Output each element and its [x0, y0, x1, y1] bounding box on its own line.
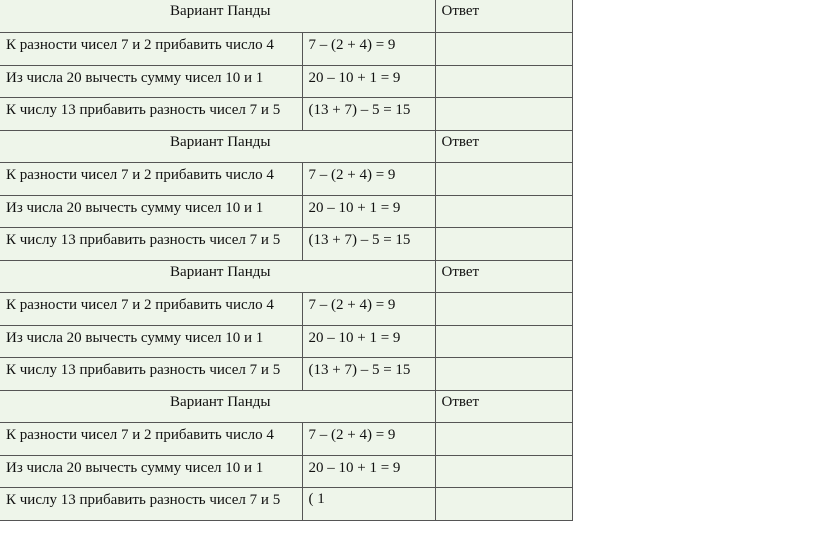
- table-row: [0, 228, 572, 261]
- expression-cell: 7 – (2 + 4) = 9: [302, 423, 435, 456]
- answer-cell[interactable]: [435, 98, 572, 131]
- table-row: [0, 358, 572, 391]
- answer-cell[interactable]: [435, 455, 572, 488]
- answer-header-cell: Ответ: [435, 0, 572, 33]
- answer-cell[interactable]: [435, 325, 572, 358]
- answer-cell[interactable]: [435, 195, 572, 228]
- expression-cell: 7 – (2 + 4) = 9: [302, 293, 435, 326]
- task-cell: К разности чисел 7 и 2 прибавить число 4: [0, 163, 302, 196]
- table-header-row: [0, 130, 572, 163]
- table-row: [0, 195, 572, 228]
- answer-cell[interactable]: [435, 423, 572, 456]
- table-row: [0, 65, 572, 98]
- variant-header-cell: Вариант Панды: [0, 130, 435, 163]
- task-cell: К числу 13 прибавить разность чисел 7 и 5: [0, 358, 302, 391]
- table-header-row: [0, 0, 572, 33]
- expression-cell: 20 – 10 + 1 = 9: [302, 455, 435, 488]
- answer-header-cell: Ответ: [435, 130, 572, 163]
- task-cell: Из числа 20 вычесть сумму чисел 10 и 1: [0, 195, 302, 228]
- expression-cell: 20 – 10 + 1 = 9: [302, 325, 435, 358]
- expression-cell: (13 + 7) – 5 = 15: [302, 98, 435, 131]
- table-row: [0, 33, 572, 66]
- answer-header-cell: Ответ: [435, 390, 572, 423]
- expression-cell: 7 – (2 + 4) = 9: [302, 163, 435, 196]
- table-row: [0, 98, 572, 131]
- answer-cell[interactable]: [435, 163, 572, 196]
- expression-cell: 20 – 10 + 1 = 9: [302, 65, 435, 98]
- expression-cell: (13 + 7) – 5 = 15: [302, 228, 435, 261]
- task-cell: К числу 13 прибавить разность чисел 7 и 5: [0, 228, 302, 261]
- table-row: [0, 423, 572, 456]
- expression-cell: (13 + 7) – 5 = 15: [302, 358, 435, 391]
- variant-header-cell: Вариант Панды: [0, 390, 435, 423]
- answer-cell[interactable]: [435, 33, 572, 66]
- table-row: [0, 293, 572, 326]
- expression-cell: 20 – 10 + 1 = 9: [302, 195, 435, 228]
- table-header-row: [0, 390, 572, 423]
- table-row: [0, 488, 572, 521]
- answer-cell[interactable]: [435, 488, 572, 521]
- answer-header-cell: Ответ: [435, 260, 572, 293]
- task-cell: К разности чисел 7 и 2 прибавить число 4: [0, 293, 302, 326]
- task-cell: Из числа 20 вычесть сумму чисел 10 и 1: [0, 325, 302, 358]
- table-row: [0, 325, 572, 358]
- answer-cell[interactable]: [435, 358, 572, 391]
- task-cell: К разности чисел 7 и 2 прибавить число 4: [0, 33, 302, 66]
- expression-cell: 7 – (2 + 4) = 9: [302, 33, 435, 66]
- answer-cell[interactable]: [435, 228, 572, 261]
- table-header-row: [0, 260, 572, 293]
- task-cell: К разности чисел 7 и 2 прибавить число 4: [0, 423, 302, 456]
- answer-cell[interactable]: [435, 65, 572, 98]
- table-row: [0, 455, 572, 488]
- task-cell: Из числа 20 вычесть сумму чисел 10 и 1: [0, 65, 302, 98]
- task-cell: Из числа 20 вычесть сумму чисел 10 и 1: [0, 455, 302, 488]
- task-cell: К числу 13 прибавить разность чисел 7 и 5: [0, 488, 302, 521]
- answer-cell[interactable]: [435, 293, 572, 326]
- task-cell: К числу 13 прибавить разность чисел 7 и 5: [0, 98, 302, 131]
- variant-header-cell: Вариант Панды: [0, 0, 435, 33]
- table-row: [0, 163, 572, 196]
- expression-cell: ( 1: [302, 488, 435, 521]
- variant-header-cell: Вариант Панды: [0, 260, 435, 293]
